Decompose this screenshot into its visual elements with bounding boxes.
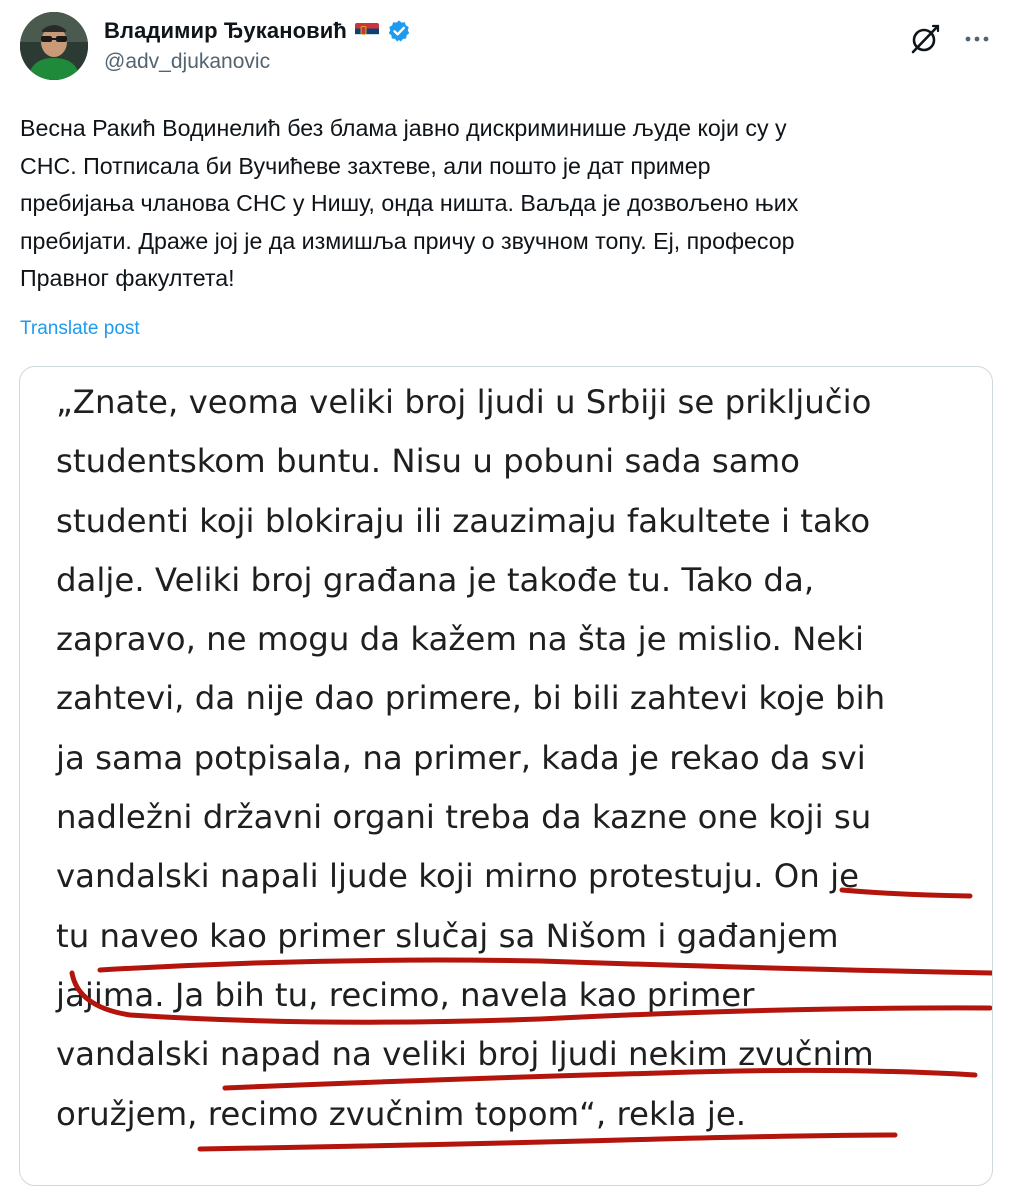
quote-line: ja sama potpisala, na primer, kada je rekao da svi (56, 738, 866, 777)
underline-stroke (200, 1135, 895, 1149)
quote-line: nadležni državni organi treba da kazne one koji su (56, 798, 872, 837)
post-text (20, 110, 1005, 298)
serbia-flag-icon (355, 23, 379, 40)
grok-icon[interactable] (908, 22, 942, 56)
quote-line: studentskom buntu. Nisu u pobuni sada samo (56, 442, 800, 481)
underline-stroke (100, 960, 992, 973)
post-text-line: пребијања чланова СНС у Нишу, онда ништа. Ваљда је дозвољено њих (20, 190, 799, 216)
author-handle[interactable]: @adv_djukanovic (104, 50, 271, 73)
underline-stroke (842, 890, 970, 896)
quote-line: studenti koji blokiraju ili zauzimaju fakultete i tako (56, 501, 871, 540)
underline-stroke (225, 1070, 975, 1088)
verified-badge-icon[interactable] (387, 19, 411, 43)
quote-line: jajima. Ja bih tu, recimo, navela kao primer (56, 975, 755, 1014)
post-text-line: Весна Ракић Водинелић без блама јавно дискриминише људе који су у (20, 115, 787, 141)
quote-line: oružjem, recimo zvučnim topom“, rekla je. (56, 1094, 747, 1133)
quote-line: „Znate, veoma veliki broj ljudi u Srbiji se priključio (56, 383, 872, 421)
red-underline-annotations (20, 367, 992, 1185)
user-avatar[interactable] (20, 12, 88, 80)
translate-post-link[interactable]: Translate post (20, 318, 140, 339)
post-text-line: Правног факултета! (20, 265, 235, 291)
more-options-icon[interactable] (960, 22, 994, 56)
author-name-row (104, 14, 411, 48)
underline-stroke (72, 973, 990, 1022)
quote-line: zapravo, ne mogu da kažem na šta je mislio. Neki (56, 620, 864, 659)
author-display-name[interactable]: Владимир Ђукановић (104, 18, 347, 43)
quote-line: vandalski napali ljude koji mirno protestuju. On je (56, 857, 860, 896)
post-text-line: пребијати. Драже јој је да измишља причу о звучном топу. Еј, професор (20, 227, 795, 254)
post-text-line: СНС. Потписала би Вучићеве захтеве, али пошто је дат пример (20, 152, 711, 179)
quote-line: vandalski napad na veliki broj ljudi nekim zvučnim (56, 1035, 874, 1074)
quote-line: dalje. Veliki broj građana je takođe tu. Tako da, (56, 560, 815, 599)
attached-image[interactable] (19, 366, 993, 1186)
quote-line: tu naveo kao primer slučaj sa Nišom i gađanjem (56, 916, 839, 955)
quote-line: zahtevi, da nije dao primere, bi bili zahtevi koje bih (56, 679, 886, 718)
